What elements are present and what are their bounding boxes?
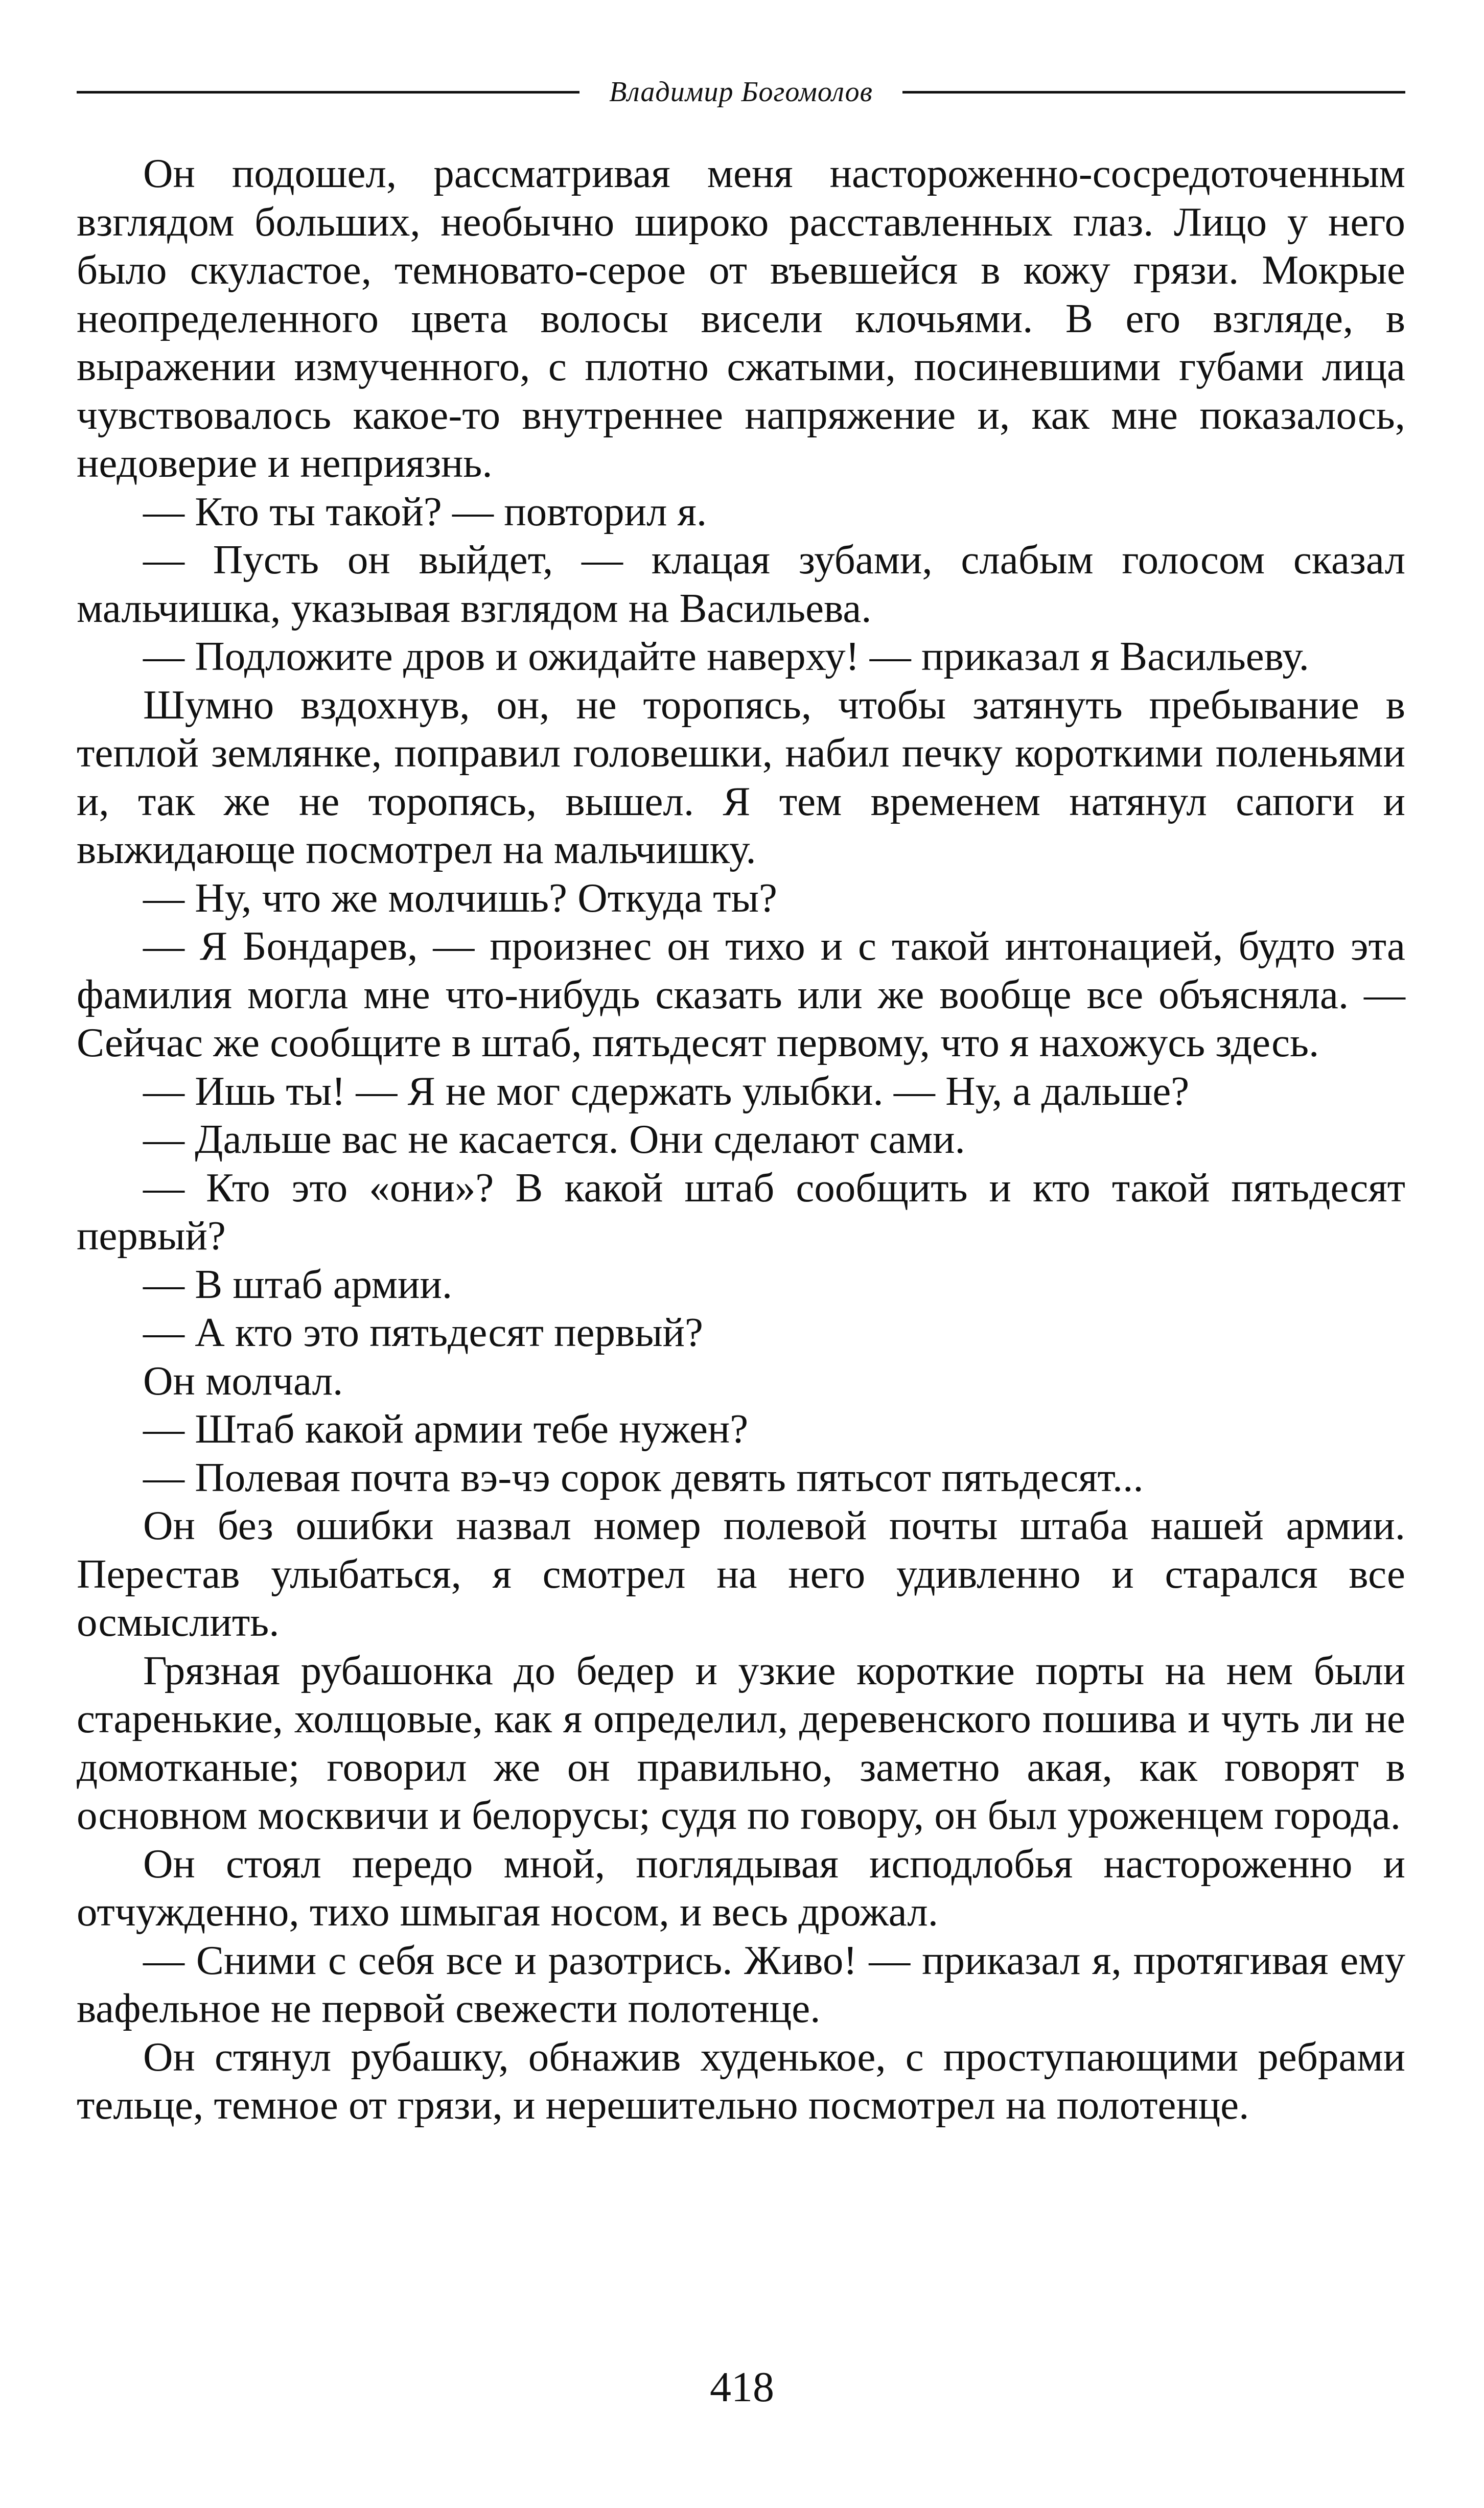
paragraph: — Подложите дров и ожидайте наверху! — приказал я Васильеву. <box>143 633 1309 679</box>
paragraph: — Кто это «они»? В какой штаб сообщить и кто такой пятьдесят первый? <box>77 1164 1405 1259</box>
paragraph: Он стянул рубашку, обнажив худенькое, с проступающими ребрами тельце, темное от грязи, и нерешительно посмотрел на полотенце. <box>77 2033 1405 2128</box>
paragraph: — Штаб какой армии тебе нужен? <box>143 1406 749 1452</box>
paragraph: Он подошел, рассматривая меня настороженно-сосредоточенным взглядом больших, необычно широко расставленных глаз. Лицо у него было скуластое, темновато-серое от въевшейся в кожу грязи. Мокрые неопределенного цвета волосы висели клочьями. В его взгляде, в выражении измученного, с плотно сжатыми, посиневшими губами лица чувствовалось какое-то внутреннее напряжение и, как мне показалось, недоверие и неприязнь. <box>77 150 1405 486</box>
paragraph: — Полевая почта вэ-чэ сорок девять пятьсот пятьдесят... <box>143 1454 1144 1500</box>
paragraph: — Пусть он выйдет, — клацая зубами, слабым голосом сказал мальчишка, указывая взглядом на Васильева. <box>77 537 1405 631</box>
header-rule-right <box>902 91 1405 94</box>
page-number: 418 <box>710 2363 774 2411</box>
paragraph: — Ишь ты! — Я не мог сдержать улыбки. — Ну, а дальше? <box>143 1067 1190 1114</box>
paragraph: — Кто ты такой? — повторил я. <box>143 488 707 535</box>
paragraph: Грязная рубашонка до бедер и узкие короткие порты на нем были старенькие, холщовые, как я определил, деревенского пошива и чуть ли не домотканые; говорил же он правильно, заметно акая, как говорят в основном москвичи и белорусы; судя по говору, он был уроженцем города. <box>77 1647 1405 1838</box>
paragraph: — Ну, что же молчишь? Откуда ты? <box>143 874 777 921</box>
running-header <box>77 72 1405 112</box>
paragraph: — Дальше вас не касается. Они сделают сами. <box>143 1116 965 1162</box>
paragraph: — Я Бондарев, — произнес он тихо и с такой интонацией, будто эта фамилия могла мне что-нибудь сказать или же вообще все объясняла. — Сейчас же сообщите в штаб, пятьдесят первому, что я нахожусь здесь. <box>77 923 1405 1065</box>
paragraph: Он молчал. <box>143 1357 343 1404</box>
paragraph: — В штаб армии. <box>143 1261 453 1307</box>
body-text <box>77 149 1405 2129</box>
header-rule-left <box>77 91 579 94</box>
paragraph: Он стоял передо мной, поглядывая исподлобья настороженно и отчужденно, тихо шмыгая носом, и весь дрожал. <box>77 1840 1405 1935</box>
paragraph: Он без ошибки назвал номер полевой почты штаба нашей армии. Перестав улыбаться, я смотрел на него удивленно и старался все осмыслить. <box>77 1502 1405 1645</box>
paragraph: — Сними с себя все и разотрись. Живо! — приказал я, протягивая ему вафельное не первой свежести полотенце. <box>77 1937 1405 2031</box>
running-title: Владимир Богомолов <box>609 76 873 108</box>
paragraph: — А кто это пятьдесят первый? <box>143 1309 703 1355</box>
paragraph: Шумно вздохнув, он, не торопясь, чтобы затянуть пребывание в теплой землянке, поправил головешки, набил печку короткими поленьями и, так же не торопясь, вышел. Я тем временем натянул сапоги и выжидающе посмотрел на мальчишку. <box>77 681 1405 872</box>
